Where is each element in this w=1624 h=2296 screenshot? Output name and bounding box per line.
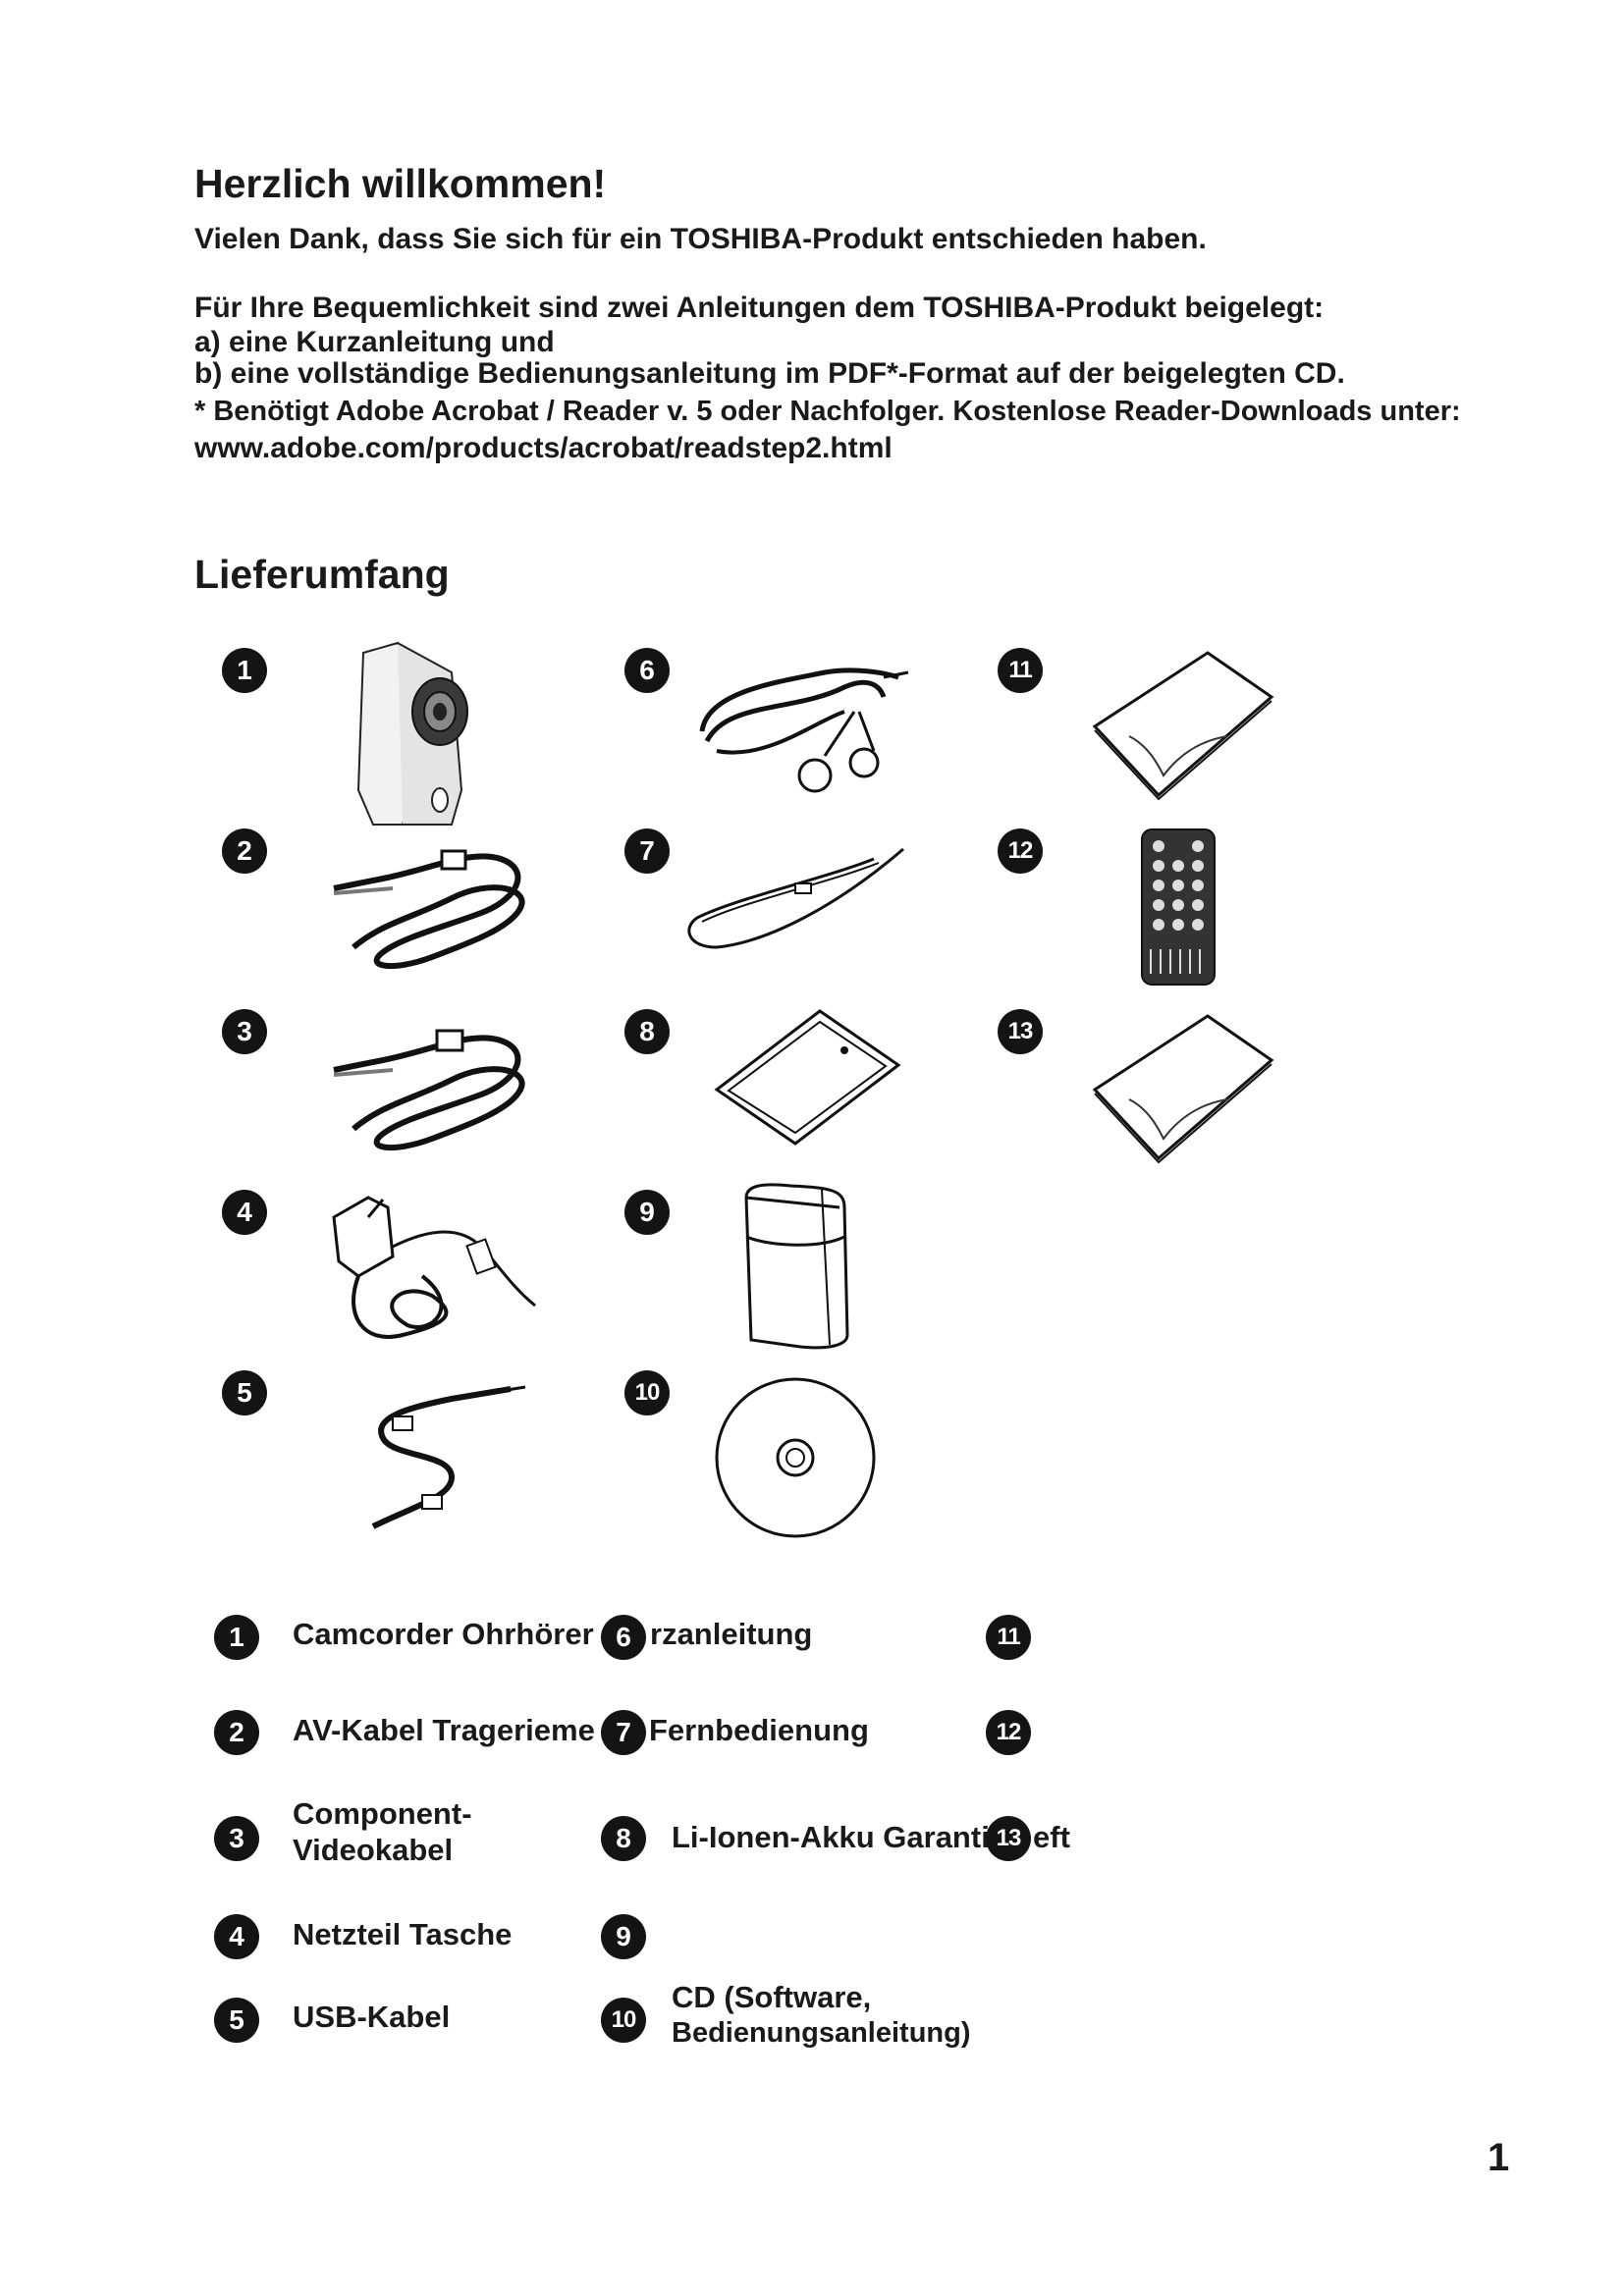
item-badge-11: 11 <box>998 648 1043 693</box>
legend-badge-1: 1 <box>214 1615 259 1660</box>
legend-badge-11: 11 <box>986 1615 1031 1660</box>
earphones-illustration <box>687 643 913 810</box>
legend-label-6: rzanleitung <box>650 1617 813 1651</box>
legend-label-4: Netzteil Tasche <box>293 1917 513 1951</box>
legend-badge-10: 10 <box>601 1998 646 2043</box>
legend-label-1: Camcorder Ohrhörer <box>293 1617 594 1651</box>
item-badge-9: 9 <box>624 1190 670 1235</box>
legend-label-7: Fernbedienung <box>649 1713 869 1747</box>
page-title: Herzlich willkommen! <box>194 161 607 206</box>
legend-label-2: AV-Kabel Tragerieme <box>293 1713 595 1747</box>
item-badge-3: 3 <box>222 1009 267 1054</box>
strap-illustration <box>677 839 913 967</box>
item-badge-12: 12 <box>998 828 1043 874</box>
legend-badge-8: 8 <box>601 1816 646 1861</box>
legend-label-3a: Component- <box>293 1796 472 1831</box>
item-badge-13: 13 <box>998 1009 1043 1054</box>
quick-guide-illustration <box>1090 648 1276 805</box>
item-badge-6: 6 <box>624 648 670 693</box>
contents-title: Lieferumfang <box>194 552 450 597</box>
usb-cable-illustration <box>334 1369 530 1536</box>
item-badge-10: 10 <box>624 1370 670 1415</box>
item-badge-5: 5 <box>222 1370 267 1415</box>
legend-badge-3: 3 <box>214 1816 259 1861</box>
legend-badge-13: 13 <box>986 1816 1031 1861</box>
battery-illustration <box>707 1006 903 1148</box>
intro-line-4: * Benötigt Adobe Acrobat / Reader v. 5 oder Nachfolger. Kostenlose Reader-Downloads unter: <box>194 396 1461 427</box>
cd-illustration <box>712 1374 879 1541</box>
item-badge-4: 4 <box>222 1190 267 1235</box>
legend-badge-4: 4 <box>214 1914 259 1959</box>
legend-label-10a: CD (Software, <box>672 1980 872 2014</box>
av-cable-illustration <box>324 829 540 977</box>
item-badge-2: 2 <box>222 828 267 874</box>
item-badge-8: 8 <box>624 1009 670 1054</box>
item-badge-7: 7 <box>624 828 670 874</box>
intro-line-2: a) eine Kurzanleitung und <box>194 326 555 358</box>
legend-label-3b: Videokabel <box>293 1833 454 1867</box>
legend-badge-6: 6 <box>601 1615 646 1660</box>
power-adapter-illustration <box>314 1188 550 1355</box>
legend-label-8-suffix: eft <box>1033 1820 1070 1854</box>
remote-control-illustration <box>1139 827 1218 988</box>
legend-badge-5: 5 <box>214 1998 259 2043</box>
warranty-booklet-illustration <box>1090 1011 1276 1168</box>
thanks-text: Vielen Dank, dass Sie sich für ein TOSHIBA-Produkt entschieden haben. <box>194 223 1207 255</box>
camcorder-illustration <box>344 633 481 829</box>
intro-line-1: Für Ihre Bequemlichkeit sind zwei Anleitungen dem TOSHIBA-Produkt beigelegt: <box>194 292 1325 324</box>
component-cable-illustration <box>324 1011 540 1158</box>
legend-badge-9: 9 <box>601 1914 646 1959</box>
legend-label-8: Li-Ionen-Akku Garanti <box>672 1820 990 1854</box>
legend-badge-2: 2 <box>214 1710 259 1755</box>
legend-label-10b: Bedienungsanleitung) <box>672 2017 971 2049</box>
legend-badge-7: 7 <box>601 1710 646 1755</box>
page-number: 1 <box>1488 2136 1510 2179</box>
item-badge-1: 1 <box>222 648 267 693</box>
legend-label-5: USB-Kabel <box>293 2000 451 2034</box>
intro-line-3: b) eine vollständige Bedienungsanleitung im PDF*-Format auf der beigelegten CD. <box>194 357 1345 390</box>
pouch-illustration <box>731 1178 859 1355</box>
adobe-url: www.adobe.com/products/acrobat/readstep2.html <box>194 432 893 464</box>
legend-badge-12: 12 <box>986 1710 1031 1755</box>
